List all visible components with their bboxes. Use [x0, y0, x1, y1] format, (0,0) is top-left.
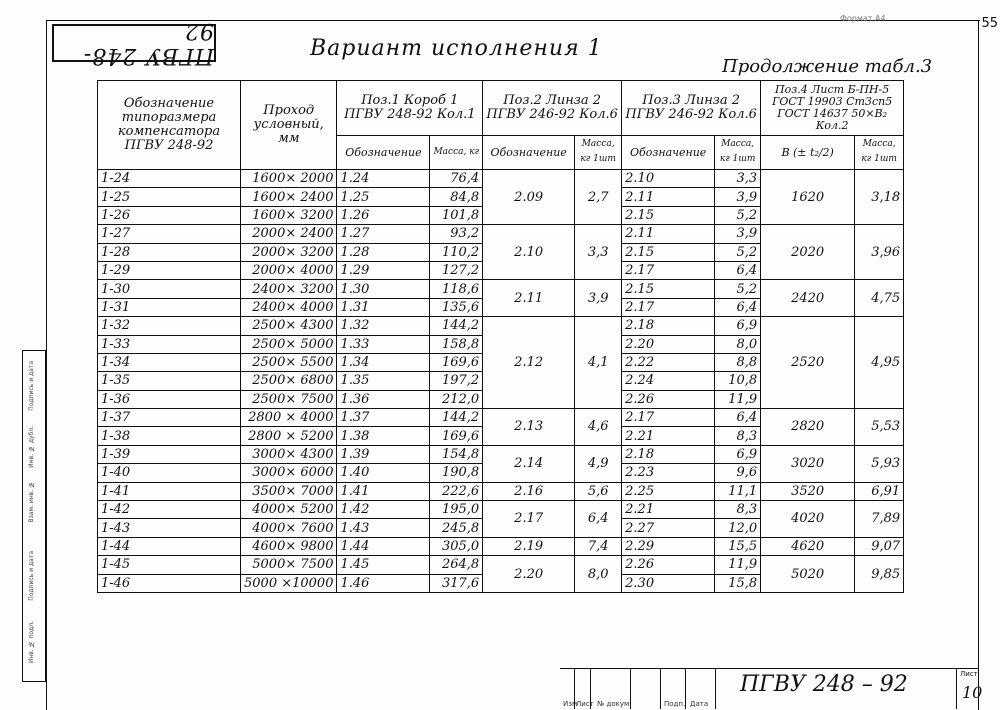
pos3-designation-cell: 2.24	[622, 372, 715, 390]
type-designation-cell: 1-35	[98, 372, 241, 390]
pos2-mass-cell: 7,4	[575, 537, 622, 555]
pos1-designation-cell: 1.24	[337, 170, 430, 188]
table-row	[98, 170, 904, 188]
passage-cell: 2500× 4300	[241, 317, 337, 335]
pos1-mass-cell: 158,8	[430, 335, 483, 353]
pos1-designation-cell: 1.27	[337, 225, 430, 243]
subheader-mass-2: Масса, кг 1шт	[575, 135, 622, 170]
pos4-width-cell: 1620	[761, 170, 855, 225]
passage-cell: 2500× 5500	[241, 353, 337, 371]
title-block-label: Лист	[576, 700, 594, 708]
table-row	[98, 317, 904, 335]
header-pos4: Поз.4 Лист Б-ПН-5 ГОСТ 19903 Ст3сп5 ГОСТ 14637 50×B₂ Кол.2	[761, 81, 904, 136]
type-designation-cell: 1-32	[98, 317, 241, 335]
pos1-designation-cell: 1.42	[337, 501, 430, 519]
pos4-width-cell: 2520	[761, 317, 855, 409]
pos2-mass-cell: 4,9	[575, 445, 622, 482]
pos3-designation-cell: 2.11	[622, 225, 715, 243]
pos4-mass-cell: 4,95	[855, 317, 904, 409]
passage-cell: 4000× 5200	[241, 501, 337, 519]
pos1-designation-cell: 1.45	[337, 556, 430, 574]
pos1-designation-cell: 1.29	[337, 261, 430, 279]
passage-cell: 3000× 6000	[241, 464, 337, 482]
pos1-mass-cell: 169,6	[430, 353, 483, 371]
type-designation-cell: 1-41	[98, 482, 241, 500]
pos1-mass-cell: 212,0	[430, 390, 483, 408]
pos3-designation-cell: 2.27	[622, 519, 715, 537]
pos1-designation-cell: 1.33	[337, 335, 430, 353]
pos3-mass-cell: 8,8	[715, 353, 761, 371]
pos4-mass-cell: 3,96	[855, 225, 904, 280]
type-designation-cell: 1-45	[98, 556, 241, 574]
pos1-mass-cell: 127,2	[430, 261, 483, 279]
pos3-mass-cell: 3,9	[715, 225, 761, 243]
type-designation-cell: 1-30	[98, 280, 241, 298]
pos1-designation-cell: 1.26	[337, 206, 430, 224]
pos1-mass-cell: 76,4	[430, 170, 483, 188]
type-designation-cell: 1-34	[98, 353, 241, 371]
table-row	[98, 225, 904, 243]
pos1-mass-cell: 245,8	[430, 519, 483, 537]
pos3-designation-cell: 2.11	[622, 188, 715, 206]
pos3-designation-cell: 2.20	[622, 335, 715, 353]
pos1-designation-cell: 1.40	[337, 464, 430, 482]
pos3-designation-cell: 2.30	[622, 574, 715, 592]
pos1-designation-cell: 1.32	[337, 317, 430, 335]
title-block-label: Дата	[690, 700, 709, 708]
pos2-designation-cell: 2.10	[483, 225, 575, 280]
pos2-mass-cell: 4,6	[575, 409, 622, 446]
type-designation-cell: 1-25	[98, 188, 241, 206]
pos1-designation-cell: 1.41	[337, 482, 430, 500]
pos3-mass-cell: 6,4	[715, 261, 761, 279]
subheader-mass-3: Масса, кг 1шт	[715, 135, 761, 170]
pos3-mass-cell: 6,4	[715, 298, 761, 316]
pos3-designation-cell: 2.23	[622, 464, 715, 482]
pos3-designation-cell: 2.22	[622, 353, 715, 371]
type-designation-cell: 1-27	[98, 225, 241, 243]
table-row	[98, 501, 904, 519]
table-row	[98, 409, 904, 427]
pos3-mass-cell: 6,9	[715, 317, 761, 335]
passage-cell: 1600× 3200	[241, 206, 337, 224]
pos1-mass-cell: 144,2	[430, 317, 483, 335]
passage-cell: 4600× 9800	[241, 537, 337, 555]
passage-cell: 2800 × 5200	[241, 427, 337, 445]
side-label: Подпись и дата	[28, 551, 35, 601]
pos1-mass-cell: 190,8	[430, 464, 483, 482]
pos2-designation-cell: 2.20	[483, 556, 575, 593]
type-designation-cell: 1-38	[98, 427, 241, 445]
type-designation-cell: 1-40	[98, 464, 241, 482]
side-label: Взам. инв. №	[28, 481, 35, 523]
table-row	[98, 482, 904, 500]
pos1-designation-cell: 1.34	[337, 353, 430, 371]
page-title: Вариант исполнения 1	[310, 36, 603, 61]
pos3-mass-cell: 6,4	[715, 409, 761, 427]
passage-cell: 2000× 3200	[241, 243, 337, 261]
pos2-designation-cell: 2.17	[483, 501, 575, 538]
pos1-designation-cell: 1.37	[337, 409, 430, 427]
pos1-mass-cell: 154,8	[430, 445, 483, 463]
pos4-width-cell: 3520	[761, 482, 855, 500]
side-binding-strip	[22, 350, 46, 682]
pos1-designation-cell: 1.35	[337, 372, 430, 390]
passage-cell: 1600× 2400	[241, 188, 337, 206]
passage-cell: 2500× 7500	[241, 390, 337, 408]
pos3-mass-cell: 3,9	[715, 188, 761, 206]
subheader-mass-4: Масса, кг 1шт	[855, 135, 904, 170]
passage-cell: 2500× 6800	[241, 372, 337, 390]
title-block-sheet-label: Лист	[960, 670, 978, 678]
title-block-sheet-number: 10	[962, 683, 983, 702]
type-designation-cell: 1-36	[98, 390, 241, 408]
passage-cell: 2400× 3200	[241, 280, 337, 298]
pos2-designation-cell: 2.12	[483, 317, 575, 409]
pos3-designation-cell: 2.15	[622, 243, 715, 261]
pos3-mass-cell: 10,8	[715, 372, 761, 390]
pos2-designation-cell: 2.09	[483, 170, 575, 225]
pos1-mass-cell: 169,6	[430, 427, 483, 445]
type-designation-cell: 1-44	[98, 537, 241, 555]
pos3-mass-cell: 5,2	[715, 280, 761, 298]
header-pos2: Поз.2 Линза 2 ПГВУ 246-92 Кол.6	[483, 81, 622, 136]
pos4-mass-cell: 9,85	[855, 556, 904, 593]
pos1-designation-cell: 1.43	[337, 519, 430, 537]
side-label: Инв. № подл.	[28, 621, 35, 664]
pos2-mass-cell: 8,0	[575, 556, 622, 593]
pos4-width-cell: 5020	[761, 556, 855, 593]
title-block-label: № докум.	[597, 700, 632, 708]
pos1-designation-cell: 1.44	[337, 537, 430, 555]
pos3-mass-cell: 3,3	[715, 170, 761, 188]
table-continuation-label: Продолжение табл.3	[722, 56, 933, 77]
pos3-mass-cell: 11,1	[715, 482, 761, 500]
type-designation-cell: 1-37	[98, 409, 241, 427]
type-designation-cell: 1-39	[98, 445, 241, 463]
pos4-mass-cell: 5,93	[855, 445, 904, 482]
pos2-mass-cell: 2,7	[575, 170, 622, 225]
type-designation-cell: 1-43	[98, 519, 241, 537]
pos1-mass-cell: 305,0	[430, 537, 483, 555]
pos2-mass-cell: 4,1	[575, 317, 622, 409]
pos4-width-cell: 2820	[761, 409, 855, 446]
pos3-designation-cell: 2.26	[622, 390, 715, 408]
pos3-designation-cell: 2.17	[622, 298, 715, 316]
passage-cell: 1600× 2000	[241, 170, 337, 188]
subheader-designation-3: Обозначение	[622, 135, 715, 170]
pos3-mass-cell: 5,2	[715, 206, 761, 224]
subheader-designation-2: Обозначение	[483, 135, 575, 170]
side-label: Подпись и дата	[28, 361, 35, 411]
pos2-designation-cell: 2.13	[483, 409, 575, 446]
pos3-designation-cell: 2.15	[622, 280, 715, 298]
pos1-designation-cell: 1.28	[337, 243, 430, 261]
pos2-designation-cell: 2.11	[483, 280, 575, 317]
frame-right-border	[978, 20, 979, 710]
pos3-mass-cell: 15,5	[715, 537, 761, 555]
pos3-mass-cell: 9,6	[715, 464, 761, 482]
pos1-designation-cell: 1.36	[337, 390, 430, 408]
header-passage: Проход условный, мм	[241, 81, 337, 170]
passage-cell: 2000× 4000	[241, 261, 337, 279]
type-designation-cell: 1-28	[98, 243, 241, 261]
type-designation-cell: 1-31	[98, 298, 241, 316]
title-block-label: Подп.	[664, 700, 686, 708]
header-pos1: Поз.1 Короб 1 ПГВУ 248-92 Кол.1	[337, 81, 483, 136]
pos4-mass-cell: 6,91	[855, 482, 904, 500]
pos1-mass-cell: 84,8	[430, 188, 483, 206]
type-designation-cell: 1-26	[98, 206, 241, 224]
pos1-designation-cell: 1.46	[337, 574, 430, 592]
pos2-designation-cell: 2.19	[483, 537, 575, 555]
passage-cell: 2000× 2400	[241, 225, 337, 243]
pos3-mass-cell: 5,2	[715, 243, 761, 261]
pos1-mass-cell: 317,6	[430, 574, 483, 592]
pos3-designation-cell: 2.15	[622, 206, 715, 224]
passage-cell: 4000× 7600	[241, 519, 337, 537]
table-row	[98, 537, 904, 555]
table-row	[98, 445, 904, 463]
pos1-mass-cell: 135,6	[430, 298, 483, 316]
pos3-mass-cell: 15,8	[715, 574, 761, 592]
passage-cell: 2400× 4000	[241, 298, 337, 316]
pos1-designation-cell: 1.30	[337, 280, 430, 298]
pos4-width-cell: 4020	[761, 501, 855, 538]
pos4-width-cell: 3020	[761, 445, 855, 482]
pos1-mass-cell: 195,0	[430, 501, 483, 519]
pos2-mass-cell: 3,3	[575, 225, 622, 280]
table-row	[98, 280, 904, 298]
passage-cell: 3500× 7000	[241, 482, 337, 500]
pos2-mass-cell: 6,4	[575, 501, 622, 538]
pos3-designation-cell: 2.29	[622, 537, 715, 555]
pos4-width-cell: 2020	[761, 225, 855, 280]
type-designation-cell: 1-29	[98, 261, 241, 279]
pos1-mass-cell: 197,2	[430, 372, 483, 390]
subheader-B: B (± t₂/2)	[761, 135, 855, 170]
pos4-mass-cell: 3,18	[855, 170, 904, 225]
header-pos3: Поз.3 Линза 2 ПГВУ 246-92 Кол.6	[622, 81, 761, 136]
pos1-designation-cell: 1.31	[337, 298, 430, 316]
table-row	[98, 556, 904, 574]
pos3-designation-cell: 2.18	[622, 445, 715, 463]
title-block-label: Изм	[563, 700, 578, 708]
pos3-designation-cell: 2.17	[622, 261, 715, 279]
pos3-mass-cell: 6,9	[715, 445, 761, 463]
pos3-mass-cell: 8,3	[715, 501, 761, 519]
header-designation: Обозначение типоразмера компенсатора ПГВУ 248-92	[98, 81, 241, 170]
pos4-mass-cell: 7,89	[855, 501, 904, 538]
passage-cell: 3000× 4300	[241, 445, 337, 463]
corner-sheet-number: 55	[981, 16, 998, 31]
pos1-designation-cell: 1.38	[337, 427, 430, 445]
passage-cell: 5000× 7500	[241, 556, 337, 574]
pos4-mass-cell: 5,53	[855, 409, 904, 446]
pos3-mass-cell: 11,9	[715, 556, 761, 574]
type-designation-cell: 1-24	[98, 170, 241, 188]
pos3-designation-cell: 2.18	[622, 317, 715, 335]
pos4-mass-cell: 4,75	[855, 280, 904, 317]
title-block-code: ПГВУ 248 – 92	[740, 672, 908, 697]
pos3-designation-cell: 2.17	[622, 409, 715, 427]
pos3-designation-cell: 2.21	[622, 501, 715, 519]
document-code-stamp: ПГВУ 248-92	[52, 24, 216, 62]
pos3-designation-cell: 2.21	[622, 427, 715, 445]
pos1-mass-cell: 110,2	[430, 243, 483, 261]
pos1-mass-cell: 264,8	[430, 556, 483, 574]
pos3-mass-cell: 8,3	[715, 427, 761, 445]
pos4-width-cell: 4620	[761, 537, 855, 555]
pos2-mass-cell: 5,6	[575, 482, 622, 500]
specification-table	[97, 80, 904, 593]
pos3-mass-cell: 8,0	[715, 335, 761, 353]
pos1-mass-cell: 101,8	[430, 206, 483, 224]
subheader-mass-1: Масса, кг	[430, 135, 483, 170]
pos3-mass-cell: 12,0	[715, 519, 761, 537]
pos3-designation-cell: 2.10	[622, 170, 715, 188]
passage-cell: 2800 × 4000	[241, 409, 337, 427]
pos1-mass-cell: 144,2	[430, 409, 483, 427]
pos1-mass-cell: 222,6	[430, 482, 483, 500]
pos1-designation-cell: 1.25	[337, 188, 430, 206]
pos1-designation-cell: 1.39	[337, 445, 430, 463]
pos4-mass-cell: 9,07	[855, 537, 904, 555]
pos1-mass-cell: 118,6	[430, 280, 483, 298]
pos1-mass-cell: 93,2	[430, 225, 483, 243]
side-label: Инв. № дубл.	[28, 426, 35, 468]
pos2-mass-cell: 3,9	[575, 280, 622, 317]
passage-cell: 2500× 5000	[241, 335, 337, 353]
format-label: Формат А4	[840, 14, 886, 23]
type-designation-cell: 1-33	[98, 335, 241, 353]
pos2-designation-cell: 2.16	[483, 482, 575, 500]
subheader-designation-1: Обозначение	[337, 135, 430, 170]
type-designation-cell: 1-42	[98, 501, 241, 519]
type-designation-cell: 1-46	[98, 574, 241, 592]
pos3-mass-cell: 11,9	[715, 390, 761, 408]
frame-left-border	[46, 20, 47, 710]
pos2-designation-cell: 2.14	[483, 445, 575, 482]
pos3-designation-cell: 2.26	[622, 556, 715, 574]
passage-cell: 5000 ×10000	[241, 574, 337, 592]
pos4-width-cell: 2420	[761, 280, 855, 317]
pos3-designation-cell: 2.25	[622, 482, 715, 500]
